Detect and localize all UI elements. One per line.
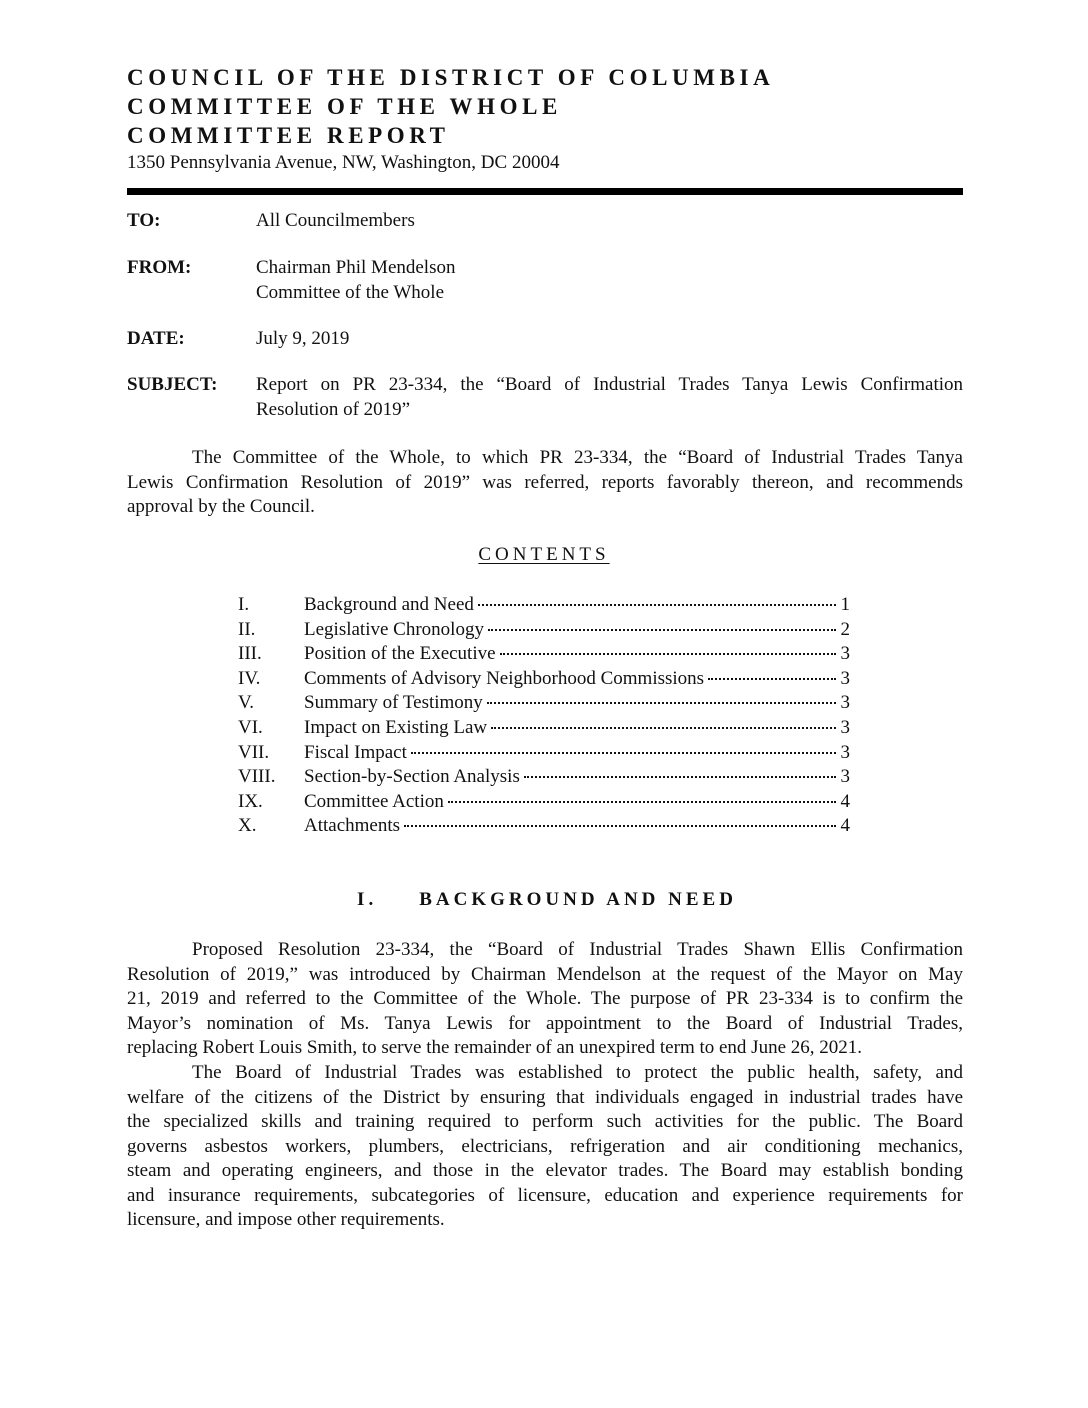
- to-value: All Councilmembers: [256, 210, 415, 231]
- background-paragraph-1-line: Mayor’s nomination of Ms. Tanya Lewis for appointment to the Board of Industrial Trades,: [127, 1012, 963, 1034]
- background-paragraph-1-line: replacing Robert Louis Smith, to serve the remainder of an unexpired term to end June 26, 2021.: [127, 1037, 863, 1058]
- toc-leader-dots: [487, 702, 836, 704]
- toc-entry: [238, 642, 850, 667]
- toc-leader-dots: [411, 752, 836, 754]
- table-of-contents: [238, 593, 850, 839]
- intro-line-2: Lewis Confirmation Resolution of 2019” was referred, reports favorably thereon, and recommends: [127, 471, 963, 493]
- toc-entry-number: VIII.: [238, 766, 276, 788]
- background-paragraph-2-line: The Board of Industrial Trades was established to protect the public health, safety, and: [192, 1062, 963, 1083]
- background-paragraph-2-line: governs asbestos workers, plumbers, electricians, refrigeration and air conditioning mechanics,: [127, 1135, 963, 1157]
- address: 1350 Pennsylvania Avenue, NW, Washington, DC 20004: [127, 152, 560, 173]
- toc-entry-title-row: [304, 814, 836, 839]
- toc-entry-page: 2: [840, 618, 850, 640]
- toc-entry-page: 4: [840, 815, 850, 837]
- toc-leader-dots: [488, 629, 836, 631]
- toc-entry: [238, 593, 850, 618]
- toc-entry-number: VII.: [238, 741, 270, 763]
- toc-entry: [238, 741, 850, 766]
- section-title: BACKGROUND AND NEED: [419, 889, 737, 910]
- toc-entry-title-row: [304, 618, 836, 643]
- to-label: TO:: [127, 210, 161, 231]
- date-value: July 9, 2019: [256, 328, 350, 349]
- toc-entry-number: V.: [238, 692, 255, 714]
- background-paragraph-2-line: the specialized skills and training required to perform such activities for the public. The Board: [127, 1111, 963, 1132]
- section-heading: [0, 888, 1088, 912]
- contents-title: CONTENTS: [478, 544, 610, 565]
- subject-line-2: Resolution of 2019”: [256, 399, 411, 420]
- subject-label: SUBJECT:: [127, 374, 218, 395]
- background-paragraph-2-line: steam and operating engineers, and those in the elevator trades. The Board may establish bonding: [127, 1160, 963, 1181]
- toc-leader-dots: [708, 678, 836, 680]
- background-paragraph-1: [127, 938, 963, 1061]
- toc-entry-title: Committee Action: [304, 790, 444, 812]
- toc-entry-number: IX.: [238, 790, 263, 812]
- toc-entry-title: Attachments: [304, 815, 401, 837]
- toc-leader-dots: [524, 776, 836, 778]
- from-label: FROM:: [127, 257, 192, 278]
- council-name: COUNCIL OF THE DISTRICT OF COLUMBIA: [127, 65, 775, 90]
- toc-entry-page: 3: [840, 716, 850, 738]
- from-line-1: Chairman Phil Mendelson: [256, 257, 456, 278]
- toc-entry-page: 3: [840, 643, 850, 665]
- toc-entry-page: 3: [840, 766, 850, 788]
- toc-leader-dots: [500, 653, 836, 655]
- toc-entry-title: Section-by-Section Analysis: [304, 766, 520, 788]
- toc-entry: [238, 765, 850, 790]
- intro-line-1: The Committee of the Whole, to which PR 23-334, the “Board of Industrial Trades Tanya: [192, 447, 963, 468]
- toc-entry-title-row: [304, 593, 836, 618]
- toc-entry-number: I.: [238, 594, 250, 615]
- toc-leader-dots: [404, 825, 836, 827]
- toc-entry: [238, 691, 850, 716]
- background-paragraph-2-line: welfare of the citizens of the District by ensuring that individuals engaged in industrial trades have: [127, 1086, 963, 1108]
- toc-entry-title-row: [304, 691, 836, 716]
- toc-entry-page: 4: [840, 790, 850, 812]
- toc-leader-dots: [491, 727, 836, 729]
- toc-entry: [238, 814, 850, 839]
- toc-entry-title: Impact on Existing Law: [304, 716, 488, 738]
- date-label: DATE:: [127, 328, 185, 349]
- toc-entry-page: 3: [840, 692, 850, 714]
- toc-entry-page: 1: [840, 594, 850, 615]
- header-rule: [127, 188, 963, 195]
- toc-leader-dots: [478, 604, 836, 606]
- background-paragraph-2-line: licensure, and impose other requirements.: [127, 1209, 445, 1230]
- toc-entry-title-row: [304, 765, 836, 790]
- toc-entry-number: VI.: [238, 716, 263, 738]
- intro-paragraph: [127, 446, 963, 520]
- toc-entry-title: Background and Need: [304, 594, 474, 615]
- report-type: COMMITTEE REPORT: [127, 123, 450, 148]
- toc-entry-title-row: [304, 642, 836, 667]
- toc-entry-number: III.: [238, 643, 262, 665]
- toc-entry-title: Comments of Advisory Neighborhood Commissions: [304, 667, 705, 689]
- background-paragraph-1-line: Resolution of 2019,” was introduced by Chairman Mendelson at the request of the Mayor on May: [127, 963, 963, 985]
- toc-entry-title: Summary of Testimony: [304, 692, 483, 714]
- background-paragraph-2-line: and insurance requirements, subcategories of licensure, education and experience requirements for: [127, 1184, 963, 1206]
- toc-entry-title-row: [304, 716, 836, 741]
- from-line-2: Committee of the Whole: [256, 282, 445, 303]
- toc-entry-title: Legislative Chronology: [304, 618, 484, 640]
- toc-entry-title-row: [304, 667, 836, 692]
- toc-entry-title: Position of the Executive: [304, 643, 496, 665]
- toc-entry-title: Fiscal Impact: [304, 741, 407, 763]
- toc-entry: [238, 790, 850, 815]
- section-number: I.: [357, 889, 378, 910]
- background-paragraph-2: [127, 1061, 963, 1233]
- toc-entry: [238, 716, 850, 741]
- toc-entry-page: 3: [840, 667, 850, 689]
- toc-entry-number: X.: [238, 815, 257, 837]
- toc-entry-page: 3: [840, 741, 850, 763]
- subject-line-1: Report on PR 23-334, the “Board of Industrial Trades Tanya Lewis Confirmation: [256, 374, 963, 395]
- toc-entry: [238, 667, 850, 692]
- toc-entry-title-row: [304, 741, 836, 766]
- background-paragraph-1-line: 21, 2019 and referred to the Committee of the Whole. The purpose of PR 23-334 is to confirm the: [127, 988, 963, 1009]
- toc-entry-number: II.: [238, 618, 256, 640]
- subject-value: [256, 372, 963, 422]
- intro-line-3: approval by the Council.: [127, 496, 315, 517]
- toc-leader-dots: [448, 801, 836, 803]
- toc-entry-title-row: [304, 790, 836, 815]
- background-paragraph-1-line: Proposed Resolution 23-334, the “Board of Industrial Trades Shawn Ellis Confirmation: [192, 939, 963, 960]
- toc-entry: [238, 618, 850, 643]
- toc-entry-number: IV.: [238, 667, 261, 689]
- committee-name: COMMITTEE OF THE WHOLE: [127, 94, 562, 119]
